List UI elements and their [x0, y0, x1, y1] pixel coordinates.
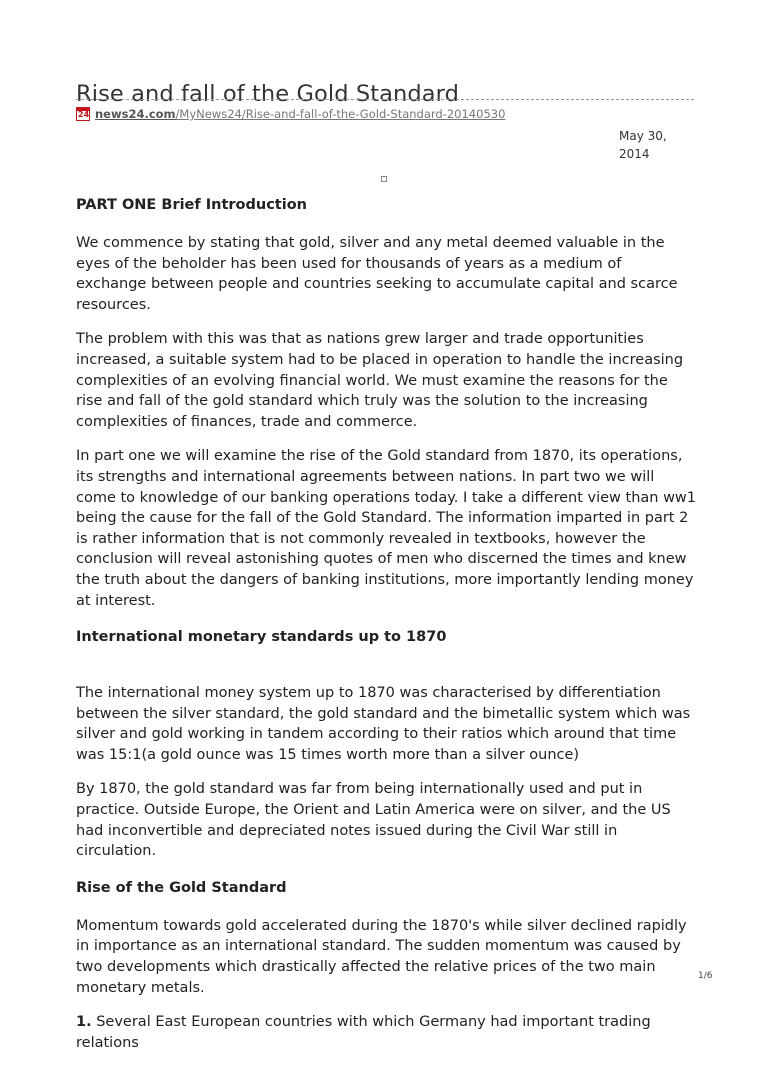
date-year: 2014 [619, 147, 650, 161]
page-number: 1/6 [698, 971, 713, 981]
paragraph: In part one we will examine the rise of the Gold standard from 1870, its operations, its strengths and international agreements between nations. In part two we will come to knowledge of our banking operations today. I take a different view than ww1 being the cause for the fall of the Gold Standard. The information imparted in part 2 is rather information that is not commonly revealed in textbooks, however the conclusion will reveal astonishing quotes of men who discerned the times and knew the truth about the dangers of banking institutions, more importantly lending money at interest. [76, 448, 697, 609]
article-title: Rise and fall of the Gold Standard [76, 81, 460, 108]
list-item-text: Several East European countries with which Germany had important trading relations [76, 1014, 651, 1051]
article-body [76, 193, 696, 1067]
paragraph: The international money system up to 1870 was characterised by differentiation between the silver standard, the gold standard and the bimetallic system which was silver and gold working in tandem according to their ratios which around that time was 15:1(a gold ounce was 15 times worth more than a silver ounce) [76, 685, 691, 763]
paragraph: Momentum towards gold accelerated during the 1870's while silver declined rapidly in importance as an international standard. The sudden momentum was caused by two developments which drastically affected the relative prices of the two main monetary metals. [76, 917, 687, 996]
date-month-day: May 30, [619, 129, 667, 143]
section-heading-part-one: PART ONE Brief Introduction [76, 197, 307, 213]
source-domain[interactable]: news24.com [95, 107, 176, 121]
paragraph: The problem with this was that as nations grew larger and trade opportunities increased, a suitable system had to be placed in operation to handle the increasing complexities of an evolving financial world. We must examine the reasons for the rise and fall of the gold standard which truly was the solution to the increasing complexities of finances, trade and commerce. [76, 331, 684, 430]
news24-logo-icon: 24 [76, 107, 90, 121]
source-link[interactable] [76, 106, 505, 122]
list-item-number: 1. [76, 1014, 92, 1031]
publish-date [619, 127, 689, 163]
section-heading-international: International monetary standards up to 1870 [76, 629, 447, 646]
list-item [76, 1012, 696, 1053]
source-path[interactable]: /MyNews24/Rise-and-fall-of-the-Gold-Standard-20140530 [175, 107, 506, 121]
paragraph: By 1870, the gold standard was far from being internationally used and put in practice. Outside Europe, the Orient and Latin America were on silver, and the US had inconvertible and depreciated notes issued during the Civil War still in circulation. [76, 781, 671, 860]
section-heading-rise: Rise of the Gold Standard [76, 879, 287, 896]
title-divider [76, 99, 694, 100]
image-placeholder-icon [381, 176, 387, 182]
paragraph: We commence by stating that gold, silver and any metal deemed valuable in the eyes of the beholder has been used for thousands of years as a medium of exchange between people and countries seeking to accumulate capital and scarce resources. [76, 235, 678, 313]
